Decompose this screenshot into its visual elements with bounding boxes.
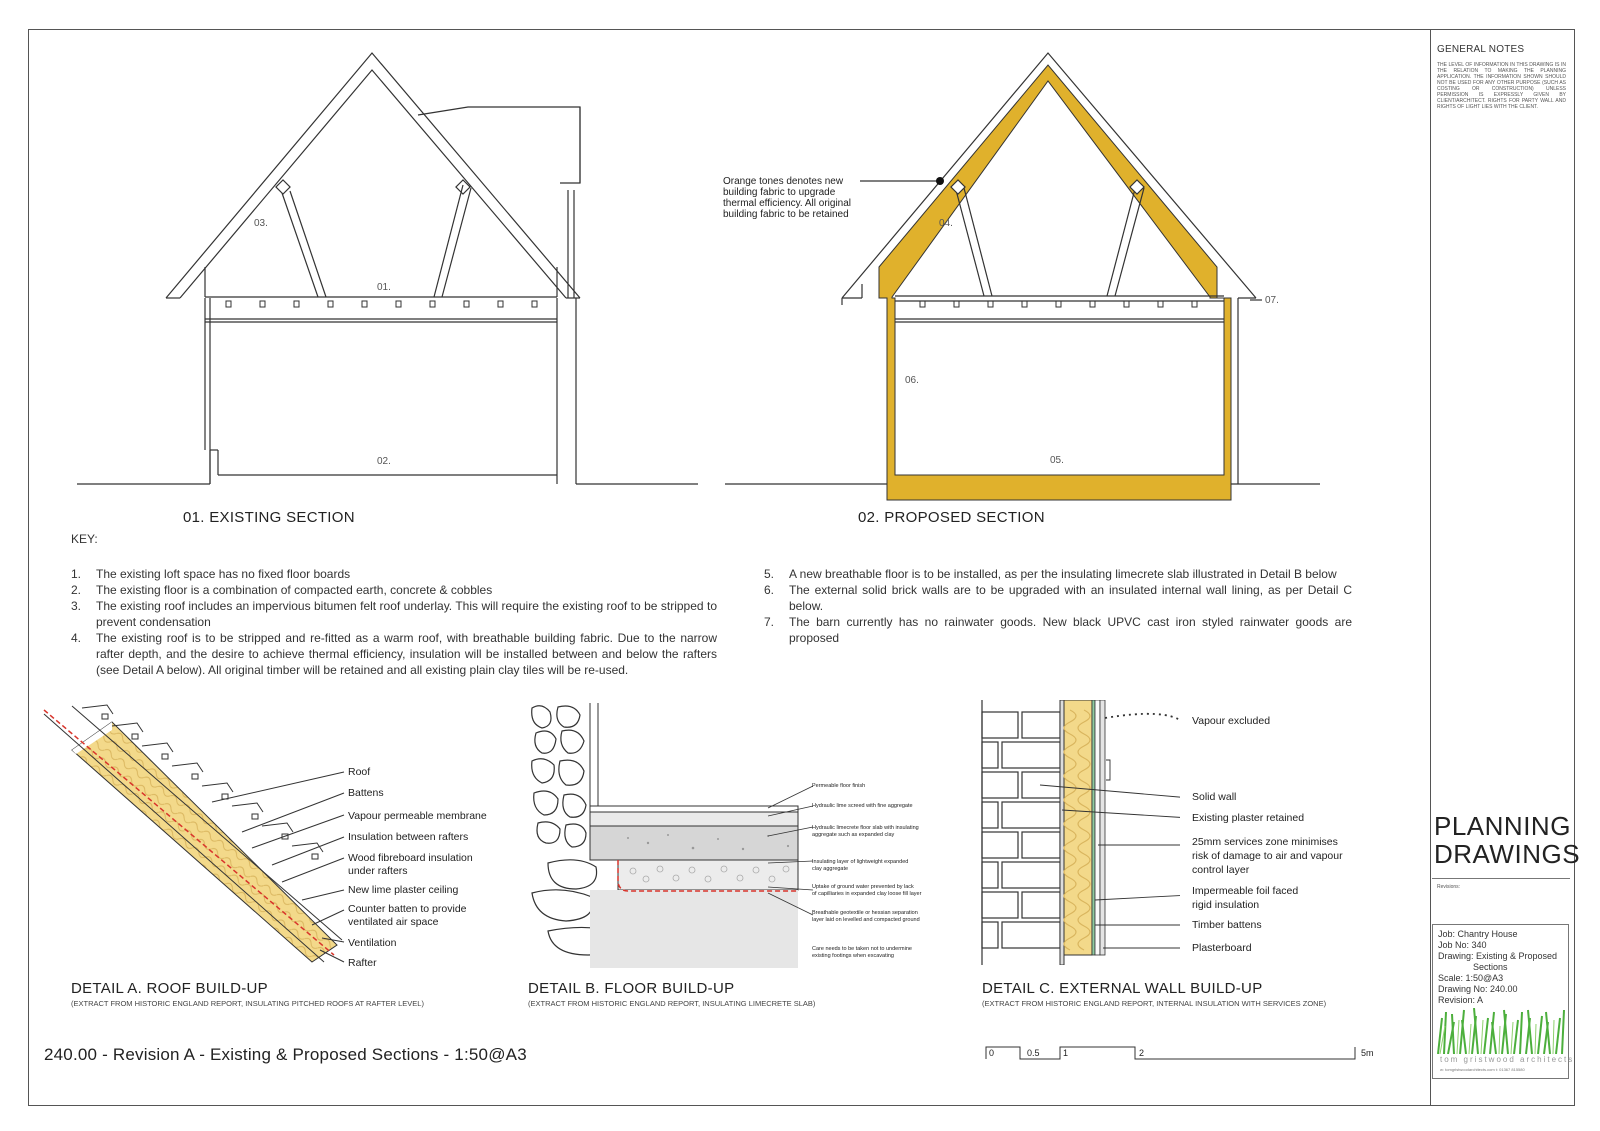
detail-c-wall-drawing (980, 700, 1180, 965)
existing-label-01: 01. (377, 282, 391, 293)
logo-contact: w: tomgristwoodarchitects.com t: 01367 815580 (1440, 1067, 1525, 1072)
proposed-label-06: 06. (905, 375, 919, 386)
existing-section-drawing (60, 45, 710, 505)
detail-c-label-services-cont2: control layer (1192, 864, 1250, 876)
key-item: 2. The existing floor is a combination of compacted earth, concrete & cobbles (71, 583, 493, 597)
detail-b-label-clay-layer: Insulating layer of lightweight expanded (812, 859, 909, 865)
detail-b-label-ground-water-cont: of capilliaries in expanded clay loose fill layer (812, 891, 922, 897)
key-item: 4. The existing roof is to be stripped and re-fitted as a warm roof, with breathable building fabric. Due to the narrow rafter depth, and the desire to achieve thermal efficiency, insulation will be installed between and below the rafters (see Detail A below). All original timber will be retained and all existing plain clay tiles will be re-used. (71, 631, 717, 677)
existing-label-03: 03. (254, 218, 268, 229)
detail-c-label-battens: Timber battens (1192, 919, 1262, 931)
detail-a-label-plaster: New lime plaster ceiling (348, 884, 459, 896)
proposed-section-drawing (720, 45, 1320, 505)
job-name: Job: Chantry House (1438, 929, 1518, 939)
key-list-left (71, 566, 717, 678)
detail-b-subtitle: (EXTRACT FROM HISTORIC ENGLAND REPORT, INSULATING LIMECRETE SLAB) (528, 999, 816, 1008)
revisions-label: Revisions: (1437, 884, 1461, 890)
detail-c-label-foil-cont: rigid insulation (1192, 899, 1260, 911)
detail-b-label-finish: Permeable floor finish (812, 783, 866, 789)
general-notes-text: THE LEVEL OF INFORMATION IN THIS DRAWING IS IN THE RELATION TO MAKING THE PLANNING APPLICATION. THE INFORMATION SHOWN SHOULD NOT BE USED FOR ANY OTHER PURPOSE (SUCH AS COSTING OR CONSTRUCTION) UNLESS PERMISSION IS EXPRESSLY GIVEN BY CLIENT/ARCHITECT. RIGHTS FOR PARTY WALL AND RIGHTS OF LIGHT LIES WITH THE CLIENT. (1437, 62, 1566, 110)
key-item: 7. The barn currently has no rainwater goods. New black UPVC cast iron styled rainwater goods are proposed (764, 615, 1352, 645)
detail-a-label-counter-batten: Counter batten to provide (348, 903, 467, 915)
detail-c-label-services: 25mm services zone minimises (1192, 836, 1338, 848)
detail-b-label-geotextile: Breathable geotextile or hessian separation (812, 910, 918, 916)
logo-text: tom gristwood architects (1440, 1055, 1575, 1064)
key-item: 6. The external solid brick walls are to be upgraded with an insulated internal wall lining, as per Detail C below. (764, 583, 1352, 613)
key-item: 5. A new breathable floor is to be installed, as per the insulating limecrete slab illustrated in Detail B below (764, 567, 1337, 581)
detail-b-title: DETAIL B. FLOOR BUILD-UP (528, 980, 735, 997)
general-notes-title: GENERAL NOTES (1437, 44, 1525, 55)
key-item: 3. The existing roof includes an impervious bitumen felt roof underlay. This will require the existing roof to be stripped to prevent condensation (71, 599, 717, 629)
detail-a-label-roof: Roof (348, 766, 371, 778)
detail-b-label-slab-cont: aggregate such as expanded clay (812, 832, 895, 838)
scale-mark-5m: 5m (1361, 1048, 1374, 1058)
proposed-section-title: 02. PROPOSED SECTION (858, 509, 1045, 526)
detail-a-label-membrane: Vapour permeable membrane (348, 810, 487, 822)
proposed-label-07: 07. (1265, 295, 1279, 306)
detail-a-subtitle: (EXTRACT FROM HISTORIC ENGLAND REPORT, INSULATING PITCHED ROOFS AT RAFTER LEVEL) (71, 999, 424, 1008)
detail-b-label-clay-layer-cont: clay aggregate (812, 866, 849, 872)
scale-mark-2: 2 (1139, 1048, 1145, 1058)
drawing-name-cont: Sections (1473, 962, 1508, 972)
proposed-fabric-note: Orange tones denotes new building fabric to upgrade thermal efficiency. All original building fabric to be retained (723, 176, 852, 220)
detail-c-title: DETAIL C. EXTERNAL WALL BUILD-UP (982, 980, 1263, 997)
detail-a-label-fibreboard-cont: under rafters (348, 865, 408, 877)
detail-a-roof-drawing (42, 700, 352, 970)
scale-mark-1: 1 (1063, 1048, 1069, 1058)
detail-c-label-solid-wall: Solid wall (1192, 791, 1237, 803)
planning-title-line1: PLANNING (1434, 811, 1571, 841)
existing-section-title: 01. EXISTING SECTION (183, 509, 355, 526)
key-list-right (764, 566, 1352, 646)
detail-a-title: DETAIL A. ROOF BUILD-UP (71, 980, 268, 997)
detail-a-label-counter-batten-cont: ventilated air space (348, 916, 439, 928)
detail-b-label-footings-cont: existing footings when excavating (812, 953, 894, 959)
detail-c-subtitle: (EXTRACT FROM HISTORIC ENGLAND REPORT, INTERNAL INSULATION WITH SERVICES ZONE) (982, 999, 1327, 1008)
detail-c-label-services-cont: risk of damage to air and vapour (1192, 850, 1343, 862)
drawing-name: Drawing: Existing & Proposed (1438, 951, 1558, 961)
scale-mark-0: 0 (989, 1048, 995, 1058)
proposed-label-04: 04. (939, 218, 953, 229)
detail-b-label-slab: Hydraulic limecrete floor slab with insulating (812, 825, 919, 831)
detail-c-label-foil: Impermeable foil faced (1192, 885, 1299, 897)
job-number: Job No: 340 (1438, 940, 1487, 950)
detail-b-label-geotextile-cont: layer laid on levelled and compacted ground (812, 917, 920, 923)
detail-c-label-plaster: Existing plaster retained (1192, 812, 1305, 824)
footer-drawing-title: 240.00 - Revision A - Existing & Proposed Sections - 1:50@A3 (44, 1045, 527, 1064)
detail-a-label-rafter: Rafter (348, 957, 377, 969)
title-divider (1432, 878, 1570, 879)
detail-a-label-battens: Battens (348, 787, 384, 799)
scale-bar (985, 1045, 1360, 1061)
planning-title-line2: DRAWINGS (1434, 839, 1581, 869)
detail-a-label-ventilation: Ventilation (348, 937, 397, 949)
drawing-number: Drawing No: 240.00 (1438, 984, 1518, 994)
revision: Revision: A (1438, 995, 1484, 1005)
detail-a-label-insulation: Insulation between rafters (348, 831, 469, 843)
detail-b-label-ground-water: Uptake of ground water prevented by lack (812, 884, 914, 890)
detail-c-label-vapour: Vapour excluded (1192, 715, 1271, 727)
drawing-scale: Scale: 1:50@A3 (1438, 973, 1504, 983)
detail-b-label-footings: Care needs to be taken not to undermine (812, 946, 912, 952)
detail-a-label-fibreboard: Wood fibreboard insulation (348, 852, 473, 864)
detail-b-floor-drawing (528, 703, 828, 968)
key-item: 1. The existing loft space has no fixed floor boards (71, 567, 351, 581)
detail-c-label-plasterboard: Plasterboard (1192, 942, 1252, 954)
proposed-label-05: 05. (1050, 455, 1064, 466)
existing-label-02: 02. (377, 456, 391, 467)
detail-b-label-screed: Hydraulic lime screed with fine aggregate (812, 803, 913, 809)
scale-mark-0-5: 0.5 (1027, 1048, 1040, 1058)
grass-logo-icon (1436, 1008, 1566, 1054)
key-title: KEY: (71, 532, 98, 546)
